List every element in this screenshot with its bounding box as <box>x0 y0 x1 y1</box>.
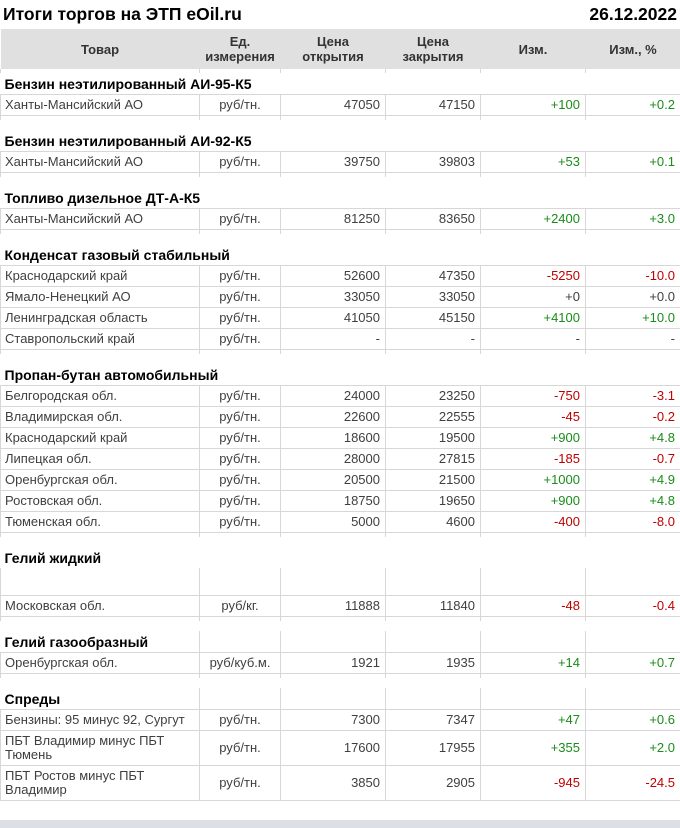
change-cell: +0 <box>481 287 586 308</box>
empty-cell <box>200 568 281 596</box>
unit-cell: руб/тн. <box>200 710 281 731</box>
close-price-cell: 22555 <box>386 407 481 428</box>
data-row <box>1 596 680 617</box>
product-cell: Ленинградская область <box>1 308 200 329</box>
page-title: Итоги торгов на ЭТП eOil.ru <box>3 4 242 24</box>
section-header-divider-cell <box>200 631 281 653</box>
change-pct-cell: -0.7 <box>586 449 680 470</box>
open-price-cell: 7300 <box>281 710 386 731</box>
gap-row <box>1 621 680 631</box>
data-row <box>1 449 680 470</box>
close-price-cell: 21500 <box>386 470 481 491</box>
product-cell: Ростовская обл. <box>1 491 200 512</box>
footer-strip <box>0 820 680 828</box>
close-price-cell: 19650 <box>386 491 481 512</box>
change-cell: -45 <box>481 407 586 428</box>
change-pct-cell: +0.0 <box>586 287 680 308</box>
product-cell: Владимирская обл. <box>1 407 200 428</box>
data-row <box>1 209 680 230</box>
close-price-cell: 39803 <box>386 152 481 173</box>
open-price-cell: 3850 <box>281 766 386 801</box>
unit-cell: руб/куб.м. <box>200 653 281 674</box>
gap-row <box>1 354 680 364</box>
unit-cell: руб/тн. <box>200 95 281 116</box>
open-price-cell: 33050 <box>281 287 386 308</box>
open-price-cell: 18600 <box>281 428 386 449</box>
open-price-cell: 22600 <box>281 407 386 428</box>
open-price-cell: 1921 <box>281 653 386 674</box>
empty-cell <box>386 568 481 596</box>
section-header-row <box>1 631 680 653</box>
gap-cell <box>1 354 680 364</box>
section-header: Спреды <box>1 688 200 710</box>
data-row <box>1 152 680 173</box>
section-header-row <box>1 73 680 95</box>
change-pct-cell: - <box>586 329 680 350</box>
gap-cell <box>1 621 680 631</box>
section-header-row <box>1 688 680 710</box>
product-cell: Бензины: 95 минус 92, Сургут <box>1 710 200 731</box>
change-pct-cell: +4.8 <box>586 428 680 449</box>
close-price-cell: 2905 <box>386 766 481 801</box>
gap-cell <box>1 678 680 688</box>
change-pct-cell: +4.8 <box>586 491 680 512</box>
change-pct-cell: +10.0 <box>586 308 680 329</box>
gap-cell <box>1 177 680 187</box>
data-row <box>1 766 680 801</box>
change-cell: +100 <box>481 95 586 116</box>
change-cell: +4100 <box>481 308 586 329</box>
change-cell: +355 <box>481 731 586 766</box>
close-price-cell: 83650 <box>386 209 481 230</box>
data-row <box>1 95 680 116</box>
column-header-change-pct: Изм., % <box>586 29 680 69</box>
section-header-row <box>1 364 680 386</box>
report-date: 26.12.2022 <box>589 4 677 24</box>
column-header-close-price: Цена закрытия <box>386 29 481 69</box>
section-header-divider-cell <box>281 688 386 710</box>
column-header-change: Изм. <box>481 29 586 69</box>
data-row <box>1 386 680 407</box>
product-cell: Краснодарский край <box>1 266 200 287</box>
product-cell: Ставропольский край <box>1 329 200 350</box>
column-header-open-price: Цена открытия <box>281 29 386 69</box>
section-header-divider-cell <box>586 631 680 653</box>
empty-cell <box>281 568 386 596</box>
change-pct-cell: -0.2 <box>586 407 680 428</box>
unit-cell: руб/тн. <box>200 266 281 287</box>
section-header-divider-cell <box>386 631 481 653</box>
product-cell: Оренбургская обл. <box>1 470 200 491</box>
section-header-divider-cell <box>481 631 586 653</box>
empty-cell <box>586 568 680 596</box>
change-pct-cell: -24.5 <box>586 766 680 801</box>
data-row <box>1 329 680 350</box>
change-pct-cell: -3.1 <box>586 386 680 407</box>
column-header-row <box>1 29 680 69</box>
unit-cell: руб/тн. <box>200 287 281 308</box>
results-table <box>0 29 680 801</box>
data-row <box>1 407 680 428</box>
column-header-product: Товар <box>1 29 200 69</box>
data-row <box>1 710 680 731</box>
data-row <box>1 731 680 766</box>
unit-cell: руб/тн. <box>200 209 281 230</box>
section-header: Гелий жидкий <box>4 549 102 566</box>
gap-cell <box>1 537 680 547</box>
gap-row <box>1 678 680 688</box>
close-price-cell: 47350 <box>386 266 481 287</box>
change-pct-cell: -8.0 <box>586 512 680 533</box>
data-row <box>1 470 680 491</box>
open-price-cell: - <box>281 329 386 350</box>
gap-cell <box>1 234 680 244</box>
section-header-row <box>1 130 680 152</box>
product-cell: ПБТ Ростов минус ПБТ Владимир <box>1 766 200 801</box>
change-cell: -945 <box>481 766 586 801</box>
change-cell: -5250 <box>481 266 586 287</box>
change-pct-cell: +0.2 <box>586 95 680 116</box>
gap-row <box>1 234 680 244</box>
unit-cell: руб/тн. <box>200 766 281 801</box>
product-cell: Ханты-Мансийский АО <box>1 209 200 230</box>
open-price-cell: 5000 <box>281 512 386 533</box>
close-price-cell: 33050 <box>386 287 481 308</box>
product-cell: ПБТ Владимир минус ПБТ Тюмень <box>1 731 200 766</box>
open-price-cell: 20500 <box>281 470 386 491</box>
gap-row <box>1 177 680 187</box>
section-header-divider-cell <box>481 688 586 710</box>
unit-cell: руб/тн. <box>200 731 281 766</box>
close-price-cell: 7347 <box>386 710 481 731</box>
product-cell: Тюменская обл. <box>1 512 200 533</box>
data-row <box>1 491 680 512</box>
close-price-cell: 1935 <box>386 653 481 674</box>
open-price-cell: 81250 <box>281 209 386 230</box>
unit-cell: руб/тн. <box>200 407 281 428</box>
section-header-row <box>1 244 680 266</box>
data-row <box>1 428 680 449</box>
change-cell: -400 <box>481 512 586 533</box>
section-header-divider-cell <box>386 688 481 710</box>
data-row <box>1 512 680 533</box>
unit-cell: руб/кг. <box>200 596 281 617</box>
close-price-cell: 47150 <box>386 95 481 116</box>
section-header: Гелий газообразный <box>1 631 200 653</box>
change-cell: -185 <box>481 449 586 470</box>
section-header-row <box>1 187 680 209</box>
section-header-divider-cell <box>281 631 386 653</box>
open-price-cell: 47050 <box>281 95 386 116</box>
gap-row <box>1 120 680 130</box>
open-price-cell: 17600 <box>281 731 386 766</box>
unit-cell: руб/тн. <box>200 152 281 173</box>
data-row <box>1 287 680 308</box>
change-pct-cell: +3.0 <box>586 209 680 230</box>
product-cell: Ханты-Мансийский АО <box>1 152 200 173</box>
unit-cell: руб/тн. <box>200 512 281 533</box>
change-pct-cell: -0.4 <box>586 596 680 617</box>
change-cell: +47 <box>481 710 586 731</box>
close-price-cell: - <box>386 329 481 350</box>
product-cell: Ямало-Ненецкий АО <box>1 287 200 308</box>
data-row <box>1 266 680 287</box>
section-header: Конденсат газовый стабильный <box>1 244 680 266</box>
product-cell: Краснодарский край <box>1 428 200 449</box>
change-cell: -750 <box>481 386 586 407</box>
change-cell: +53 <box>481 152 586 173</box>
open-price-cell: 41050 <box>281 308 386 329</box>
close-price-cell: 27815 <box>386 449 481 470</box>
unit-cell: руб/тн. <box>200 308 281 329</box>
gap-row <box>1 537 680 547</box>
section-header-divider-cell <box>586 688 680 710</box>
column-header-unit: Ед. измерения <box>200 29 281 69</box>
product-cell: Московская обл. <box>1 596 200 617</box>
section-header: Топливо дизельное ДТ-А-К5 <box>1 187 680 209</box>
unit-cell: руб/тн. <box>200 491 281 512</box>
change-pct-cell: +0.1 <box>586 152 680 173</box>
empty-cell <box>1 568 200 596</box>
change-cell: +2400 <box>481 209 586 230</box>
change-pct-cell: +4.9 <box>586 470 680 491</box>
empty-row <box>1 568 680 596</box>
close-price-cell: 4600 <box>386 512 481 533</box>
section-header: Бензин неэтилированный АИ-95-К5 <box>1 73 680 95</box>
section-header: Пропан-бутан автомобильный <box>1 364 680 386</box>
data-row <box>1 308 680 329</box>
section-header-row <box>1 547 680 568</box>
close-price-cell: 45150 <box>386 308 481 329</box>
product-cell: Белгородская обл. <box>1 386 200 407</box>
section-header: Бензин неэтилированный АИ-92-К5 <box>1 130 680 152</box>
unit-cell: руб/тн. <box>200 428 281 449</box>
change-pct-cell: +2.0 <box>586 731 680 766</box>
change-cell: +900 <box>481 491 586 512</box>
product-cell: Липецкая обл. <box>1 449 200 470</box>
unit-cell: руб/тн. <box>200 470 281 491</box>
section-header-divider-cell <box>200 688 281 710</box>
product-cell: Ханты-Мансийский АО <box>1 95 200 116</box>
open-price-cell: 28000 <box>281 449 386 470</box>
change-pct-cell: -10.0 <box>586 266 680 287</box>
close-price-cell: 11840 <box>386 596 481 617</box>
open-price-cell: 39750 <box>281 152 386 173</box>
change-cell: -48 <box>481 596 586 617</box>
change-cell: +1000 <box>481 470 586 491</box>
open-price-cell: 24000 <box>281 386 386 407</box>
change-cell: - <box>481 329 586 350</box>
title-bar <box>0 0 680 29</box>
unit-cell: руб/тн. <box>200 449 281 470</box>
change-pct-cell: +0.6 <box>586 710 680 731</box>
open-price-cell: 11888 <box>281 596 386 617</box>
open-price-cell: 18750 <box>281 491 386 512</box>
gap-cell <box>1 120 680 130</box>
unit-cell: руб/тн. <box>200 329 281 350</box>
close-price-cell: 19500 <box>386 428 481 449</box>
change-cell: +14 <box>481 653 586 674</box>
change-pct-cell: +0.7 <box>586 653 680 674</box>
empty-cell <box>481 568 586 596</box>
close-price-cell: 17955 <box>386 731 481 766</box>
change-cell: +900 <box>481 428 586 449</box>
open-price-cell: 52600 <box>281 266 386 287</box>
product-cell: Оренбургская обл. <box>1 653 200 674</box>
unit-cell: руб/тн. <box>200 386 281 407</box>
data-row <box>1 653 680 674</box>
close-price-cell: 23250 <box>386 386 481 407</box>
